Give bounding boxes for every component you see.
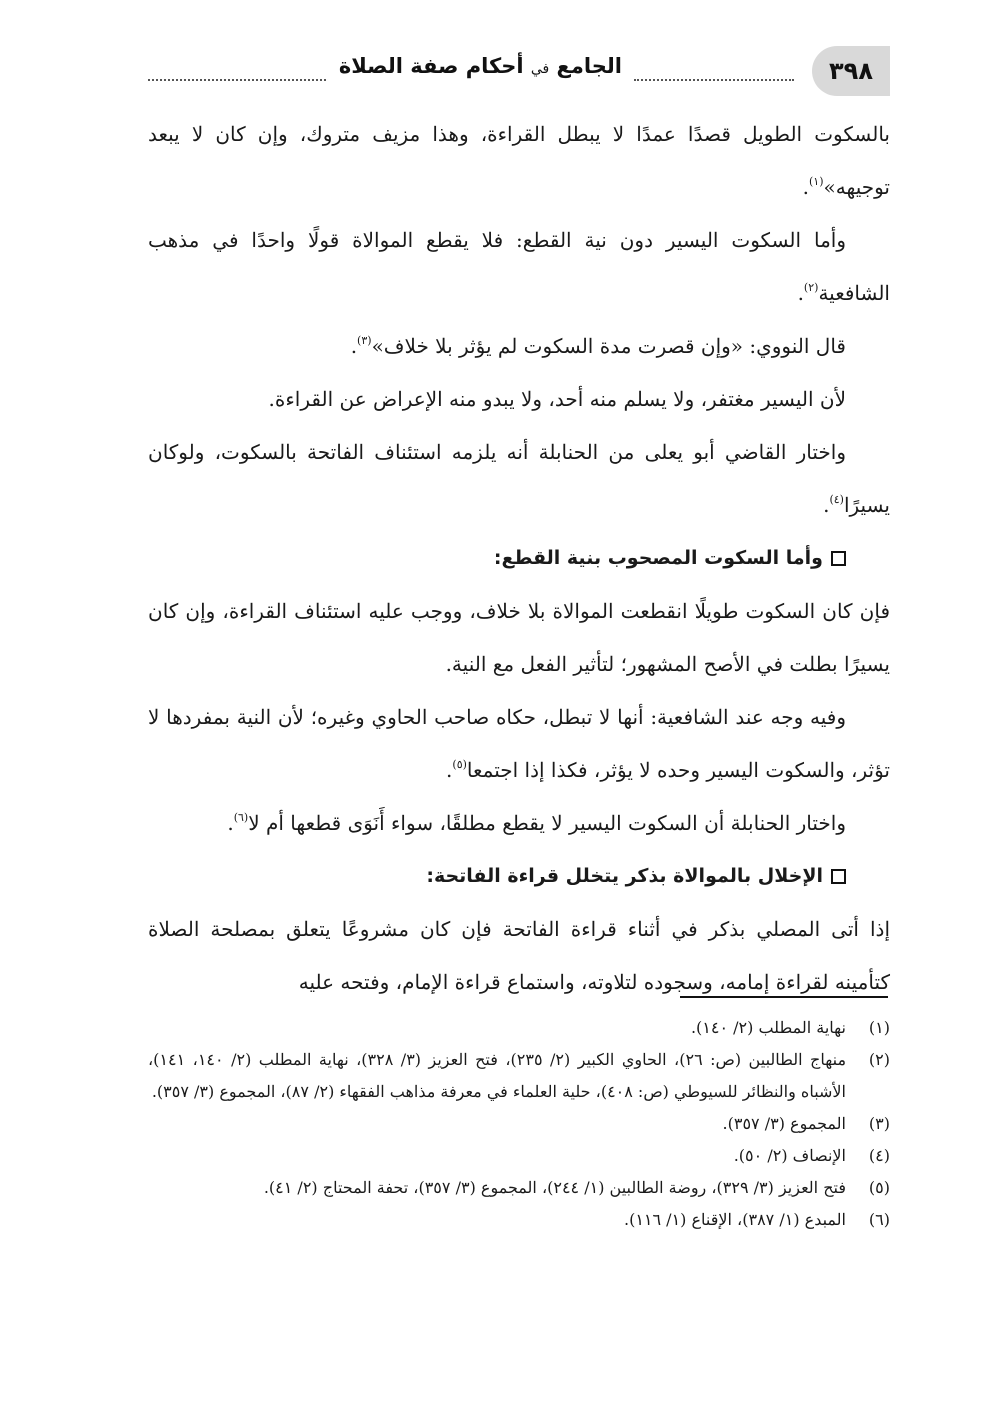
section-heading-2-text: الإخلال بالموالاة بذكر يتخلل قراءة الفاتحة: (426, 865, 823, 887)
paragraph-1 (148, 108, 890, 214)
paragraph-4: لأن اليسير مغتفر، ولا يسلم منه أحد، ولا يبدو منه الإعراض عن القراءة. (268, 387, 846, 411)
paragraph-3-text: قال النووي: «وإن قصرت مدة السكوت لم يؤثر بلا خلاف» (371, 334, 846, 358)
footnote-ref-2: (٢) (803, 281, 819, 294)
footnote-ref-6: (٦) (233, 811, 249, 824)
page-header (148, 46, 890, 96)
square-bullet-icon (831, 869, 846, 884)
footnote-number: (٦) (868, 1210, 890, 1229)
paragraph-7-end: . (446, 758, 453, 782)
footnotes (148, 1012, 890, 1236)
paragraph-8-end: . (227, 811, 234, 835)
footnote-number: (٣) (868, 1114, 890, 1133)
footnote-ref-4: (٤) (829, 493, 844, 506)
footnote-4 (148, 1140, 890, 1172)
paragraph-2-text: وأما السكوت اليسير دون نية القطع: فلا يقطع الموالاة قولًا واحدًا في مذهب الشافعية (148, 228, 890, 305)
footnote-number: (٤) (868, 1146, 890, 1165)
section-heading-2 (148, 850, 890, 903)
footnote-2 (148, 1044, 890, 1108)
paragraph-5 (148, 426, 890, 532)
footnote-ref-1: (١) (809, 175, 824, 188)
header-dots-left (148, 79, 326, 81)
paragraph-2 (148, 214, 890, 320)
paragraph-7-text: وفيه وجه عند الشافعية: أنها لا تبطل، حكاه صاحب الحاوي وغيره؛ لأن النية بمفردها لا تؤثر، والسكوت اليسير وحده لا يؤثر، فكذا إذا اجتمعا (148, 705, 890, 782)
footnote-number: (٥) (868, 1178, 890, 1197)
footnote-text: المبدع (١/ ٣٨٧)، الإقناع (١/ ١١٦). (623, 1210, 846, 1229)
paragraph-1-text: بالسكوت الطويل قصدًا عمدًا لا يبطل القراءة، وهذا مزيف متروك، وإن كان لا يبعد توجيهه» (148, 122, 890, 199)
paragraph-8-text: واختار الحنابلة أن السكوت اليسير لا يقطع مطلقًا، سواء أَنَوَى قطعها أم لا (248, 811, 846, 835)
footnote-number: (٢) (868, 1050, 890, 1069)
paragraph-8 (148, 797, 890, 850)
paragraph-9: إذا أتى المصلي بذكر في أثناء قراءة الفاتحة فإن كان مشروعًا يتعلق بمصلحة الصلاة كتأمينه لقراءة إمامه، وسجوده لتلاوته، واستماع قراءة الإمام، وفتحه عليه (148, 917, 890, 994)
footnote-text: نهاية المطلب (٢/ ١٤٠). (690, 1018, 846, 1037)
section-heading-1 (148, 532, 890, 585)
main-text (148, 108, 890, 1009)
paragraph-7 (148, 691, 890, 797)
footnote-text: فتح العزيز (٣/ ٣٢٩)، روضة الطالبين (١/ ٢٤٤)، المجموع (٣/ ٣٥٧)، تحفة المحتاج (٢/ ٤١). (263, 1178, 846, 1197)
paragraph-6: فإن كان السكوت طويلًا انقطعت الموالاة بلا خلاف، ووجب عليه استئناف القراءة، وإن كان يسيرًا بطلت في الأصح المشهور؛ لتأثير الفعل مع النية. (148, 599, 890, 676)
running-title-part1: الجامع (556, 54, 622, 78)
footnote-5 (148, 1172, 890, 1204)
header-dots-right (634, 79, 794, 81)
paragraph-1-end: . (802, 175, 809, 199)
paragraph-2-end: . (797, 281, 804, 305)
footnote-ref-3: (٣) (357, 334, 372, 347)
footnote-text: الإنصاف (٢/ ٥٠). (733, 1146, 846, 1165)
square-bullet-icon (831, 551, 846, 566)
footnote-number: (١) (868, 1018, 890, 1037)
paragraph-5-end: . (823, 493, 830, 517)
paragraph-3-end: . (350, 334, 358, 358)
footnote-text: منهاج الطالبين (ص: ٢٦)، الحاوي الكبير (٢/ ٢٣٥)، فتح العزيز (٣/ ٣٢٨)، نهاية المطلب (٢/ ١٤٠، ١٤١)، الأشباه والنظائر للسيوطي (ص: ٤٠٨)، حلية العلماء في معرفة مذاهب الفقهاء (٢/ ٨٧)، المجموع (٣/ ٣٥٧). (148, 1050, 847, 1101)
paragraph-3 (148, 320, 890, 373)
footnote-3 (148, 1108, 890, 1140)
running-title-part3: أحكام صفة الصلاة (338, 54, 524, 78)
running-title (339, 54, 622, 78)
footnote-ref-5: (٥) (452, 758, 467, 771)
footnote-separator (680, 996, 888, 998)
section-heading-1-text: وأما السكوت المصحوب بنية القطع: (493, 547, 823, 569)
footnote-1 (148, 1012, 890, 1044)
footnote-6 (148, 1204, 890, 1236)
page-number: ٣٩٨ (812, 46, 890, 96)
running-title-part2: في (530, 61, 550, 77)
footnote-text: المجموع (٣/ ٣٥٧). (722, 1114, 846, 1133)
paragraph-5-text: واختار القاضي أبو يعلى من الحنابلة أنه يلزمه استئناف الفاتحة بالسكوت، ولوكان يسيرًا (148, 440, 890, 517)
